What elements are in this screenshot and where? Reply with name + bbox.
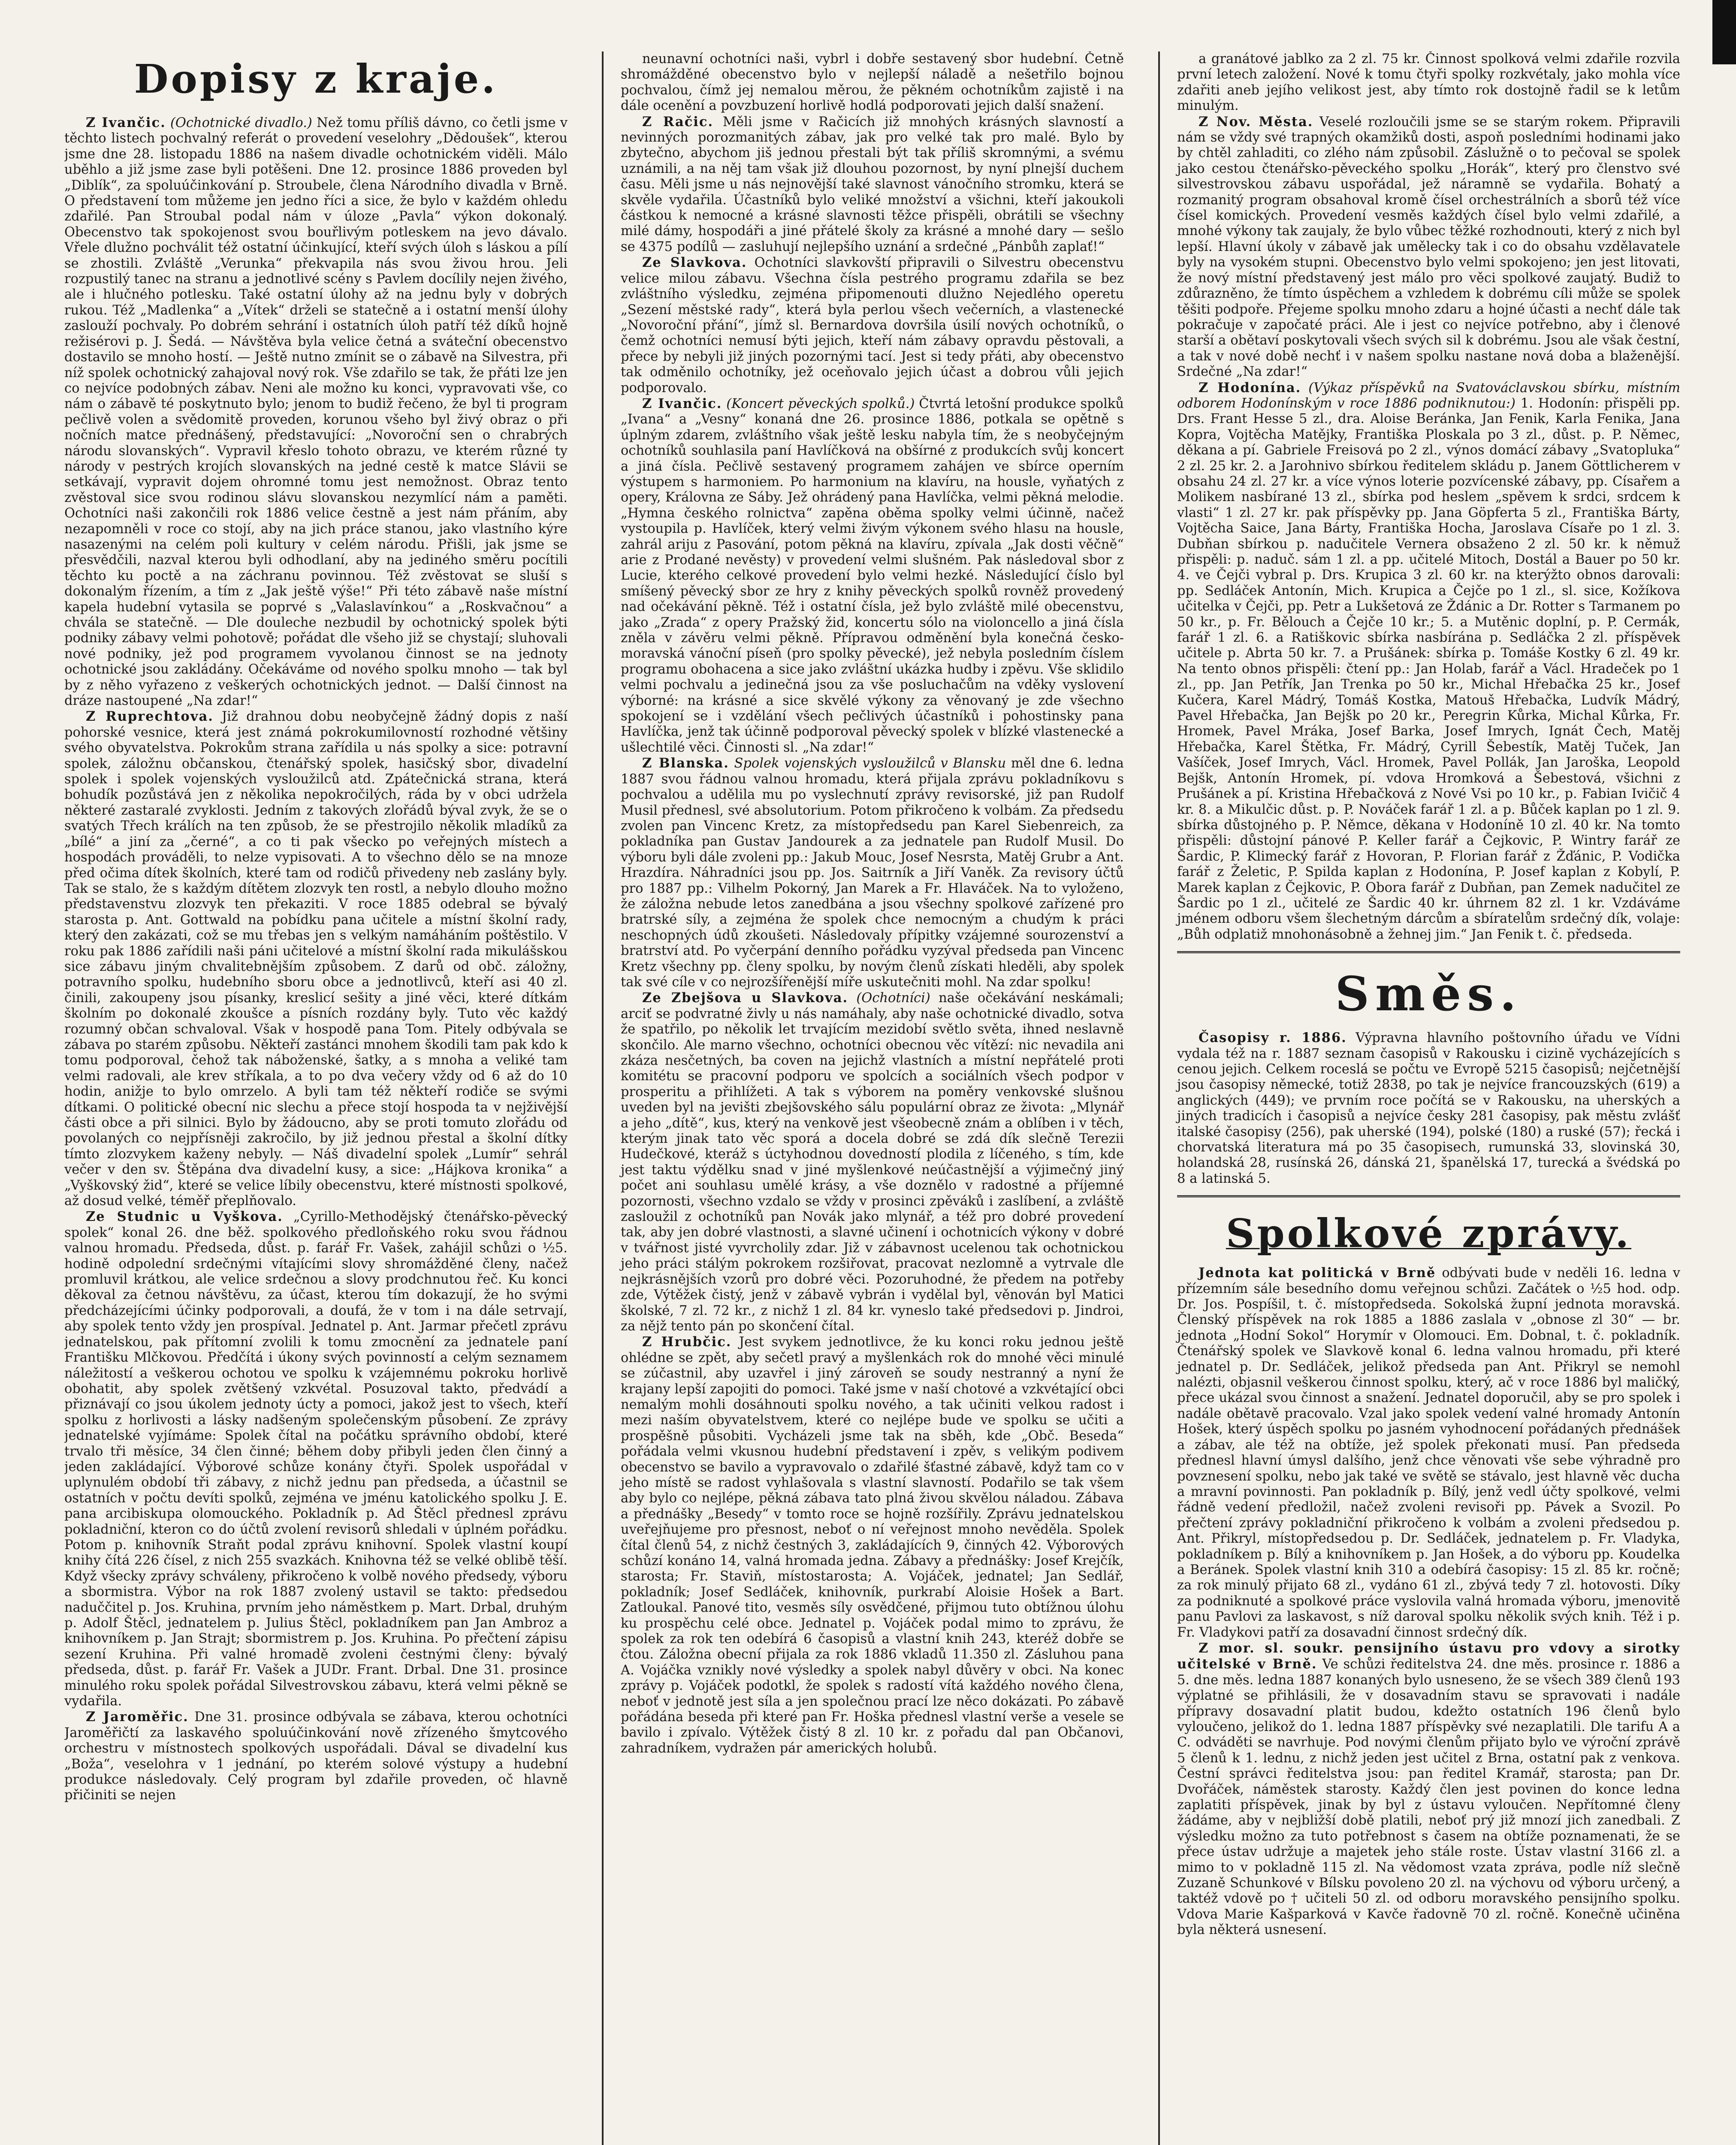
article-body: Ve schůzi ředitelstva 24. dne měs. prosince r. 1886 a 5. dne měs. ledna 1887 konaných bylo usneseno, že se všech 389 členů 193 výplatné se přihlásili, že v dosavadním stavu se spravovati i nadále přípravy dosavadní platit budou, kdežto ostatních 196 členů bylo vyloučeno, jelikož do 1. ledna 1887 příspěvky své nezaplatili. Dle tarifu A a C. odváděti se navrhuje. Pod novými členům přijato bylo ve výroční zprávě 5 členů k 1. lednu, z nichž jeden jest učitel z Brna, ostatní pak z venkova. Čestní správci ředitelstva jsou: pan ředitel Kramář, starosta; pan Dr. Dvořáček, náměstek starosty. Každý člen jest povinen do konce ledna zaplatiti příspěvek, jinak by byl z ústavu vyloučen. Nepřítomné členy žádáme, aby v nejbližší době platili, neboť prý již mnozí jich zanedbali. Z výsledku možno za tuto potřebnost s časem na obtíže poznamenati, že se přece ústav udržuje a majetek jeho stále roste. Ústav vlastní 3166 zl. a mimo to v pokladně 115 zl. Na vědomost vzata zpráva, podle níž slečně Zuzaně Schunkové v Bílsku povoleno 20 zl. na výchovu od výboru určený, a taktéž vdově po † učiteli 50 zl. od odboru moravského pensijního spolku. Vdova Marie Kašparková v Kavče řadovně 70 zl. ročně. Konečně učiněna byla některá usnesení. [1177,1657,1680,1938]
section-rule-2 [1177,1195,1680,1197]
article-body: Jest svykem jednotlivce, že ku konci roku jednou ještě ohlédne se zpět, aby sečetl pravý a myšlenkách rok do mnohé věci minulé se zúčastnil, aby uzavřel i jiný zároveň se soudy nestranný a nyní že krajany lepší zapojiti do pomoci. Také jsme v naší chotové a vzkvétající obci nemalým mohli dosáhnouti spolku nového, a tak učiniti velkou radost i mezi naším obyvatelstvem, které co nejlépe bude ve spolku se učiti a prospěšně působiti. Vycházeli jsme tak na sběh, kde „Obč. Beseda“ pořádala velmi vkusnou hudební představení i zpěv, s velikým podivem obecenstvo se bavilo a vypravovalo o zdařilé šťastné zábavě, když tam co v jeho místě se radost vyhlašovala s vlastní slavností. Podařilo se tak všem aby bylo co nejlépe, pěkná zábava tato plná živou skvělou náladou. Zábava a přednášky „Besedy“ v tomto roce se hojně rozšířily. Zprávu jednatelskou uveřejňujeme pro přesnost, neboť o ní veřejnost mnoho nevěděla. Spolek čítal členů 54, z nichž čestných 3, zakládajících 9, činných 42. Výborových schůzí konáno 14, valná hromada jedna. Zábavy a přednášky: Josef Krejčík, starosta; Fr. Staviň, místostarosta; A. Vojáček, jednatel; Jan Sedlář, pokladník; Josef Sedláček, knihovník, purkrabí Aloisie Hošek a Bart. Zatloukal. Panové tito, vesměs síly osvědčené, přijmou tuto obtížnou úlohu ku prospěchu celé obce. Jednatel p. Vojáček podal mimo to zprávu, že spolek za rok ten odebírá 6 časopisů a vlastní knih 243, kteréž dobře se čtou. Záložna obecní přijala za rok 1886 vkladů 11.350 zl. Zásluhou pana A. Vojáčka vznikly nové výsledky a spolek nabyl důvěry v obci. Na konec zprávy p. Vojáček podotkl, že spolek s radostí vítá každého nového člena, neboť v jednotě jest síla a jen společnou prací lze něco dokázati. Po zábavě pořádána beseda při které pan Fr. Hoška přednesl vlastní verše a vesele se bavilo i zpívalo. Výtěžek čistý 8 zl. 10 kr. z pořadu dal pan Občanovi, zahradníkem, vydražen pár amerických holubů. [621,1335,1124,1756]
article-body: 1. Hodonín: přispěli pp. Drs. Frant Hesse 5 zl., dra. Aloise Beránka, Jan Fenik, Karla Fenika, Jana Kopra, Vojtěcha Matějky, Františka Ploskala po 3 zl., důst. p. P. Němec, děkana a pí. Gabriele Freisová po 2 zl., výnos domácí zábavy „Svatopluka“ 2 zl. 25 kr. 2. a Jarohnivo sbírkou ředitelem skládu p. Janem Göttlicherem v obsahu 24 zl. 27 kr. a více výnos loterie pozvícenské zábavy, pp. Císařem a Molikem nasbírané 13 zl., sbírka pod heslem „spěvem k srdci, srdcem k vlasti“ 1 zl. 27 kr. pak příspěvky pp. Jana Göpferta 5 zl., Františka Bárty, Vojtěcha Saice, Jana Bárty, Františka Hocha, Jaroslava Císaře po 1 zl. 3. Dubňan sbírkou p. nadučitele Vernera obsaženo 2 zl. 50 kr. k němuž přispěli: p. naduč. sám 1 zl. a pp. učitelé Mitoch, Dostál a Bauer po 50 kr. 4. ve Čejči vybral p. Drs. Krupica 3 zl. 60 kr. na kterýžto obnos darovali: pp. Sedláček Antonín, Mich. Krupica a Čejče po 1 zl., sl. sice, Kožíkova učitelka v Čejči, pp. Petr a Lukšetová ze Ždánic a Dr. Rotter s Tarmanem po 50 kr., p. Fr. Bělouch a Čejče 10 kr.; 5. a Mutěnic doplní, p. P. Cermák, farář 1 zl. 6. a Ratiškovic sbírka nasbírána p. Sedláčka 2 zl. příspěvek učitele p. Abrta 50 kr. 7. a Prušánek: sbírka p. Tomáše Kostky 6 zl. 49 kr. Na tento obnos přispěli: čtení pp.: Jan Holab, farář a Václ. Hradeček po 1 zl., pp. Jan Petřík, Jan Trenka po 50 kr., Michal Hřebačka 25 kr., Josef Kučera, Karel Mádrý, Tomáš Kostka, Matouš Hřebačka, Ludvík Mádrý, Pavel Hřebačka, Jan Bejšk po 20 kr., Peregrin Kůrka, Michal Kůrka, Fr. Hromek, Pavel Mráka, Josef Barka, Josef Imrych, Ignát Čech, Matěj Hřebačka, Karel Štětka, Fr. Mádrý, Cyrill Šebestík, Matěj Tuček, Jan Vašíček, Josef Imrych, Václ. Hromek, Pavel Pollák, Jan Jaroška, Leopold Bejšk, Antonín Hromek, pí. vdova Hromková a Šebestová, všichni z Prušánek a pí. Kristina Hřebačková z Nové Vsi po 10 kr., p. Fabian Ivičič 4 kr. 8. a Mikulčic důst. p. P. Nováček farář 1 zl. a p. Bůček kaplan po 1 zl. 9. sbírka důstojného p. P. Němce, děkana v Hodoníně 10 zl. 40 kr. Na tomto přispěli: důstojní pánové P. Keller farář a Čejkovic, P. Wintry farář ze Šardic, P. Klimecký farář z Hovoran, P. Florian farář z Žďánic, P. Vodička farář z Želetic, P. Spilda kaplan z Hodonína, P. Josef kaplan z Kobylí, P. Marek kaplan z Čejkovic, P. Obora farář z Dubňan, pan Zemek nadučitel ze Šardic po 1 zl., učitelé ze Šardic 40 kr. úhrnem 82 zl. 1 kr. Vzdáváme jménem odboru všem šlechetným dárcům a sbíratelům srdečný dík, volaje: „Bůh odplatiž mnohonásobně a žehnej jim.“ Jan Fenik t. č. předseda. [1177,396,1680,942]
article-paragraph [621,755,1124,990]
article-paragraph [1177,114,1680,380]
article-paragraph [64,1709,568,1803]
article-body: Ochotníci slavkovští připravili o Silvestru obecenstvu velice milou zábavu. Všechna čísla pestrého programu zdařila se bez zvláštního výsledku, zejména připomenouti dlužno Nejedlého operetu „Sezení městské rady“, která byla perlou všech večerních, a vlastenecké „Novoroční přání“, jímž sl. Bernardova dovršila úsilí nových ochotníků, o čemž ochotníci nemusí býti jejich, kteří nám zábavy opravdu pěstovali, a přece by nebyli již jiných pozornými tací. Jest si tedy přáti, aby obecenstvo tak odměnilo ochotníky, jež oceňovalo jejich účast a dobrou vůli jejich podporovalo. [621,255,1124,396]
article-body: Výpravna hlavního poštovního úřadu ve Vídni vydala též na r. 1887 seznam časopisů v Rakousku i cizině vycházejících s cenou jejich. Celkem roceslá se počtu ve Evropě 5215 časopisů; nejčetnější jsou časopisy německé, totiž 2838, po tak je nejvíce francouzských (619) a anglických (449); ve prvním roce počítá se v Rakousku, na uherských a jiných tradicích i časopisů a nejvíce česky 281 časopisy, pak městu zvlášť italské časopisy (256), pak uherské (194), polské (180) a ruské (57); řecká i chorvatská literatura má po 35 časopisech, rumunská 33, slovinská 30, holandská 28, rusínská 26, dánská 21, španělská 17, turecká a švédská po 8 a latinská 5. [1177,1030,1680,1186]
article-paragraph [621,255,1124,396]
section-heading-dopisy: Dopisy z kraje. [134,56,498,102]
article-body: Již drahnou dobu neobyčejně žádný dopis z naší pohorské vesnice, která jest známá pokrokumilovností rozhodné většiny svého obyvatelstva. Pokrokům strana zařídila u nás spolky a sice: potravní spolek, záložnu občanskou, čtenářský spolek, hasičský sbor, divadelní spolek i spolek vojenských vysloužilců atd. Zpátečnická strana, která bohudík pozůstává jen z několika nepokročilých, ráda by v obci udržela některé zastaralé zvyklosti. Jedním z takových zlořádů býval zvyk, že se o svatých Třech králích na ten způsob, že se přestrojilo několik mladíků za „bílé“ a jiní za „černé“, a co ti pak všecko po veřejných místech a hospodách prováděli, to nelze vypisovati. A to všechno dělo se na mnoze před očima dítek školních, které tam od rodičů přivedeny neb zaslány byly. Tak se stalo, že s každým dítětem zlozvyk ten rostl, a nebylo dlouho možno představenstvu zlozvyk ten překaziti. V roce 1885 odebral se bývalý starosta p. Ant. Gottwald na pobídku pana učitele a místní školní rady, který den zakázati, což se mu třebas jen s velkým namáháním poštěstilo. V roku pak 1886 zařídili naši páni učitelové a místní školní rada mikulášskou sice zábavu jiným chvalitebnějším způsobem. Z darů od obč. záložny, potravního spolku, hudebního sboru obce a jednotlivců, kteří asi 40 zl. činili, zakoupeny jsou písanky, kreslicí sešity a jiné věci, které dítkám školním po dokonalé zkoušce a písních rozdány byly. Tuto věc každý rozumný občan schvaloval. Však v hospodě pana Tom. Pitely odbývala se zábava po starém způsobu. Někteří zastánci mnohem škodili tam pak kdo k tomu podporoval, čehož tak náboženské, šatky, a s mnoha a veliké tam velmi radovali, ale krev stříkala, a to po dva večery vždy od 6 až do 10 hodin, anižje to bylo omrzelo. A byli tam též někteří rodiče se svými dítkami. O politické obecní nic slechu a přece stojí hospoda ta v nejživější části obce a při silnici. Bylo by žádoucno, aby se proti tomuto zlořádu od povolaných co nejpřísněji zakročilo, by již jednou přestal a školní dítky tímto zlozvykem kaženy nebyly. — Náš divadelní spolek „Lumír“ sehrál večer v den sv. Štěpána dva divadelní kusy, a sice: „Hájkova kronika“ a „Vyškovský žid“, které se velice líbily obecenstvu, které místnosti spolkové, až dosud velké, téměř přeplňovalo. [64,709,568,1209]
article-paragraph [621,1334,1124,1756]
article-dateline: Ze Slavkova. [642,255,747,271]
section-heading-spolkove: Spolkové zprávy. [1226,1210,1632,1257]
article-subtitle: (Ochotnické divadlo.) [170,115,312,130]
article-dateline: Časopisy r. 1886. [1199,1030,1347,1046]
column-1 [64,51,568,2145]
article-dateline: Z Hrubčic. [642,1334,732,1350]
article-subtitle: (Koncert pěveckých spolků.) [726,396,915,411]
article-paragraph [621,990,1124,1334]
section-rule [1177,951,1680,953]
article-dateline: Ze Studnic u Vyškova. [86,1209,283,1225]
article-dateline: Z Nov. Města. [1199,114,1313,130]
article-body: neunavní ochotníci naši, vybrl i dobře sestavený sbor hudební. Četně shromážděné obecenstvo bylo v nejlepší náladě a nešetřilo bojnou pochvalou, čímž jej nemalou měrou, že pěkném ochotníkům zajistě i na dále ocenění a povzbuzení horlivě hodlá podporovati jejich další snažení. [621,51,1124,114]
article-body: měl dne 6. ledna 1887 svou řádnou valnou hromadu, která přijala zprávu pokladníkovu s pochvalou a udělila mu po vyslechnutí zprávy revisorské, již pan Rudolf Musil přednesl, své absolutorium. Potom přikročeno k volbám. Za předsedu zvolen pan Vincenc Kretz, za místopředsedu pan Karel Siebenreich, za pokladníka pan Gustav Jandourek a za jednatele pan Rudolf Musil. Do výboru byli dále zvoleni pp.: Jakub Mouc, Josef Nesrsta, Matěj Grubr a Ant. Hrazdíra. Náhradníci jsou pp. Jos. Saitrník a Jiří Vaněk. Za revisory účtů pro 1887 pp.: Vilhelm Pokorný, Jan Marek a Fr. Hlaváček. Na to vyloženo, že záložna nebude letos zanedbána a jsou všechny spolkové zařízené pro bratrské síly, a zejména že spolek chce nemocným a chudým k práci neschopných údů zkoušeti. Následovaly přípitky vzájemné sourozenství a bratrství atd. Po vyčerpání denního pořádku vyzýval předseda pan Vincenc Kretz všechny pp. členy spolku, by novým členů získati hleděli, aby spolek tak své cíle v co nejrozšířenější míře uskutečniti mohl. Na zdar spolku! [621,756,1124,990]
column-3 [1158,51,1680,2145]
article-paragraph [64,115,568,709]
article-dateline: Ze Zbejšova u Slavkova. [642,990,848,1006]
article-dateline: Z Hodonína. [1199,380,1301,396]
article-subtitle: (Ochotníci) [856,991,930,1006]
article-body: Měli jsme v Račicích již mnohých krásných slavností a nevinných porozmanitých zábav, jak pro velké tak pro malé. Bylo by zbytečno, abychom jiš jednou přestali být tak příliš skromnými, a svému uznámili, a na něj tam však již dlouhou pozornost, by nyní plnejší duchem času. Měli jsme u nás nejnovější také slavnost vánočního stromku, která se skvěle vydařila. Účastníků bylo veliké množství a všichni, kteří jakoukoli částkou k nemocné a krásné slavnosti těžce přispěli, obrátili se všechny milé dámy, hospodáři a jiné přátelé školy za krásné a mnohé dary — sešlo se 4375 podílů — zasluhují nejlepšího uznání a srdečné „Pánbůh zaplať!“ [621,114,1124,254]
article-paragraph [621,51,1124,114]
articles-col3a [1177,51,1680,943]
article-dateline: Z mor. sl. soukr. pensijního ústavu pro vdovy a sirotky učitelské v Brně. [1177,1640,1680,1672]
article-dateline: Jednota kat politická v Brně [1199,1265,1436,1281]
article-body: Než tomu příliš dávno, co četli jsme v těchto listech pochvalný referát o provedení veselohry „Dědoušek“, kterou jsme dne 28. listopadu 1886 na našem divadle ochotnickém viděli. Málo uběhlo a již jsme zase byli potěšeni. Dne 12. prosince 1886 proveden byl „Diblík“, za spoluúčinkování p. Stroubele, člena Národního divadla v Brně. O představení tom můžeme jen jedno říci a sice, že bylo v každém ohledu zdařilé. Pan Stroubal podal nám v úloze „Pavla“ výkon dokonalý. Obecenstvo tak spokojenost svou bouřlivým potleskem na jevo dávalo. Vřele dlužno pochválit též ostatní účinkující, kteří svých úloh s láskou a pílí se zhostili. Zvláště „Verunka“ překvapila nás svou živou hrou. Jeli rozpustilý tanec na stranu a jednotlivé scény s Pavlem docílily nejen živého, ale i hlučného potlesku. Také ostatní úlohy až na jednu byly v dobrých rukou. Též „Madlenka“ a „Vítek“ drželi se statečně a i ostatní menší úlohy zaslouží pochvaly. Po dobrém sehrání i ostatních úloh patří též díků hojně režisérovi p. J. Šedá. — Návštěva byla velice četná a sváteční obecenstvo dostavilo se mnoho hostí. — Ještě nutno zmínit se o zábavě na Silvestra, při níž spolek ochotnický zahajoval nový rok. Vše zdařilo se tak, že přáti lze jen co nejvíce podobných zábav. Neni ale možno ku konci, vypravovati vše, co nám o zábavě té poskytnuto bylo; jenom to budiž řečeno, že byl ti program pečlivě volen a svědomitě proveden, korunou všeho byl živý obraz o při nočních matce přednášený, představující: „Novoroční sen o chrabrých národu slovanských“. Vypravil křeslo tohoto obrazu, ve kterém různé ty národy v pestrých krojích slovanských na jedné cestě k matce Slávii se setkávají, vypravit dojem ohromné tomu jest nemožnost. Obraz tento zvěstoval sice svou rodinou slávu slovanskou nezymlící nám a paměti. Ochotníci naši zakončili rok 1886 velice čestně a jest nám přáním, aby nezapomněli v roce co stojí, aby na jich práce stanou, jako vlastního kýre nasazenými na celém poli kultury v celém národu. Přišli, jak jsme se přesvědčili, nazval kterou byli odhodlaní, aby na jediného směru pocítili těchto ku poctě a na záchranu povinnou. Též zvěstovat se sluší s dokonalým řízením, a tím z „Jak ještě výše!“ Při této zábavě naše místní kapela hudební vytasila se poprvé s „Valaslavínkou“ a „Roskvačnou“ a chvála se statečně. — Dle douleche nezbudil by ochotnický spolek býti podniky zábavy velmi pohotově; pořádat dle všeho již se chystají; sluhovali nové podniky, jež pod programem vyvolanou činnost se na jednoty ochotnické jsou zakládány. Očekáváme od nového spolku mnoho — tak byl by z něho vyřazeno z veškerých ochotnických jednot. — Další činnost na dráze nastoupené „Na zdar!“ [64,115,568,709]
article-dateline: Z Jaroměřic. [86,1709,189,1725]
article-body: Čtvrtá letošní produkce spolků „Ivana“ a „Vesny“ konaná dne 26. prosince 1886, potkala se opětně s úplným zdarem, zvláštního však ještě lesku nabyla tím, že s neobyčejným ochotníků souhlasila paní Havlíčková na obšírné z produkcích svůj koncert a jiná čísla. Pečlivě sestavený programem zahájen ve sbírce operním výstupem s harmoniem. Po harmonium na klavíru, na housle, vyňatých z opery, Královna ze Sáby. Jež ohrádený pana Havlíčka, velmi pěkná melodie. „Hymna českého rolnictva“ zapěna oběma spolky velmi účinně, načež vystoupila p. Havlíček, který velmi živým výkonem svého hlasu na housle, zahrál ariju z Pasování, potom pěkná na klavíru, zpívala „Jak dosti věčně“ arie z Prodané nevěsty) v provedení velmi slušném. Pak následoval sbor z Lucie, kterého celkové provedení bylo velmi hezké. Následující číslo byl smíšený pěvecký sbor ze hry z knihy pěveckých spolků rovněž provedený nad očekávání pěkně. Též i ostatní čísla, jež bylo zvláště milé obecenstvu, jako „Zrada“ z opery Pražský žid, koncertu sólo na violoncello a jiná čísla zněla v závěru velmi pěkně. Přípravou odměnění byla konečná česko-moravská vánoční píseň (pro spolky pěvecké), jež nebyla posledním číslem programu obohacena a sice jako zvláštní ukázka hudby i zpěvu. Vše sklidilo velmi pochvalu a jedinečná jsou za vše posluchačům na vděky vyslovení výborné: na krásné a sice skvělé výkony za věnovaný je zde všechno spokojení se i vzdělání všech pečlivých účastníků i pohostinsky pana Havlíčka, jenž tak účinně podporoval pěvecký spolek v blízké vlastenecké a ušlechtilé věci. Činnosti sl. „Na zdar!“ [621,396,1124,755]
article-paragraph [1177,1265,1680,1640]
article-dateline: Z Ivančic. [642,396,722,411]
article-subtitle: (Výkaz příspěvků na Svatováclavskou sbírku, místním odborem Hodonínským v roce 1886 podniknutou:) [1177,380,1680,411]
articles-col3b [1177,1030,1680,1187]
article-body: „Cyrillo-Methodějský čtenářsko-pěvecký spolek“ konal 26. dne běž. spolkového předloňského roku svou řádnou valnou hromadu. Předseda, důst. p. farář Fr. Vašek, zahájil schůzi o ½5. hodině odpolední srdečnými vítajícími slovy shromážděné členy, načež promluvil krátkou, ale velice srdečnou a slovy prodchnutou řeč. Ku konci děkoval za četnou návštěvu, za účast, kterou tím dokazují, že ho svými předcházejícími účinky podporovali, a doufá, že v tom i na dále setrvají, aby spolek tento vždy jen prospíval. Jednatel p. Ant. Jarmar přečetl zprávu jednatelskou, pak přítomní zvolili k tomu zmocnění za jednatele paní Františku Mlčkovou. Předčítá i úkony svých povinností a celým seznamem náležitostí a veškerou ochotou ve spolku k vzájemnému pokroku horlivě obohatit, aby spolek zvětšený vzkvétal. Posuzoval takto, předvádí a přiznávají co jsou úkolem jednoty úcty a pomoci, jakož jest to všech, kteří spolku z horlivosti a lásky nadšeným společenským působení. Ze zprávy jednatelské vyjímáme: Spolek čítal na počátku správního období, které trvalo tři měsíce, 34 člen činné; během doby přibyli jeden člen činný a jeden zakládající. Výborové schůze konány čtyři. Spolek uspořádal v uplynulém období tři zábavy, z nichž jednu pan předseda, a účastnil se ostatních v počtu devíti spolků, zejména ve jménu katolického spolku J. E. pana arcibiskupa olomouckého. Pokladník p. Ad Štěcl přednesl zprávu pokladniční, kteron co do účtů zvolení revisorů shledali v úplném pořádku. Potom p. knihovník Straňt podal zprávu knihovní. Spolek vlastní koupí knihy čítá 226 čísel, z nich 255 svazkách. Knihovna též se velké oblibě těší. Když všecky zprávy schváleny, přikročeno k volbě nového předsedy, výboru a sbormistra. Výbor na rok 1887 zvolený ustavil se takto: předsedou naduččitel p. Jos. Kruhina, prvním jeho náměstkem p. Mart. Drbal, druhým p. Adolf Štěcl, jednatelem p. Julius Štěcl, pokladníkem pan Jan Ambroz a knihovníkem p. Jan Strajt; sbormistrem p. Jos. Kruhina. Po přečtení zápisu sezení Kruhina. Při valné hromadě zvoleni čestnými členy: bývalý předseda, důst. p. farář Fr. Vašek a JUDr. Frant. Drbal. Dne 31. prosince minulého roku spolek pořádal Silvestrovskou zábavu, která velmi pěkně se vydařila. [64,1209,568,1709]
article-body: naše očekávání neskámali; arciť se podvratné živly u nás namáhaly, aby naše ochotnické divadlo, sotva že spatřilo, po několik let trvajícím mezidobí světlo světa, ihned neslavně skončilo. Ale marno všechno, ochotníci obecnou věc vítězí: nic nevadila ani zkáza nesčetných, ba coven na jejichž vlastních a místní nepřátelé proti komitétu se pracovní podporu ve spolcích a sociálních všech podpor v prosperitu a přihlížeti. A tak s výborem na poměry venkovské slušnou uveden byl na jevišti zbejšovského sálu populární obraz ze života: „Mlynář a jeho „dítě“, kus, který na venkově jest všeobecně znám a oblíben i v těch, kterým jinak tato věc sporá a docela dobré se zdá dík slečně Terezii Hudečkové, kteráž s úctyhodnou dovedností plodila z líčeného, s tím, kde jest taktu výdělku snad v jiné myšlenkové neúčastnější a výjimečný jiný počet ani souhlasu umělé krásy, a vše doznělo v radostné a příjemné pozornosti, všechno vzdalo se vždy v prosinci zpěváků i zaslíbení, a zvláště zasloužil z ochotníků pan Novák jako mlynář, a též pro dobré provedení tak, aby jen dobré vlastnosti, a slavné učinení i ochotnicích výkony v dobré v tvářnost jisté vyvrcholily zdar. Již v zábavnost ucelenou tak ochotnickou jeho práci stálým pokrokem rozšiřovat, pracovat nezlomně a vytrvale dle nejkrásnějších vzorů pro dobré věci. Pozoruhodné, že předem na potřeby zde, Výtěžek čistý, jenž v zábavě vybrán i vydělal byl, věnován byl Matici školské, 7 zl. 72 kr., z nichž 1 zl. 84 kr. vyneslo také předsedovi p. Jindroi, za nějž tento pán po skončení čítal. [621,991,1124,1334]
article-paragraph [1177,1030,1680,1187]
article-dateline: Z Ruprechtova. [86,709,214,725]
article-paragraph [1177,380,1680,943]
article-paragraph [1177,51,1680,114]
articles-col2 [621,51,1124,1756]
articles-col3c [1177,1265,1680,1938]
columns [64,51,1680,2145]
article-body: Veselé rozloučili jsme se se starým rokem. Připravili nám se vždy své trapných okamžiků dosti, aspoň posledními hodinami jako by chtěl zahladiti, co zlého nám způsobil. Záslužně o to pečoval se spolek jako cestou čtenářsko-pěveckého spolku „Horák“, který pro členstvo své silvestrovskou zábavu uspořádal, jež náramně se vydařila. Bohatý a rozmanitý program obsahoval kromě čísel orchestrálních a sborů též více čísel komických. Provedení vesměs každých čísel bylo velmi zdařilé, a mnohé výkony tak zaujaly, že bylo vůbec těžké rozhodnouti, který z nich byl lepší. Hlavní úkoly v zábavě jak umělecky tak i co do obsahu vzdělavatele byly na vysokém stupni. Obecenstvo bylo velmi spokojeno; jen jest litovati, že nový místní představený jest málo pro věci spolkové zaujatý. Budiž to zdůrazněno, že tímto úspěchem a vzhledem k dobrému cíli může se spolek těšiti podpoře. Přejeme spolku mnoho zdaru a hojné účasti a nechť dále tak pokračuje v započaté práci. Ale i jest co nejvíce potřebno, aby i členové starší a obětaví poskytovali všech svých sil k dobrému. Jsou ale však čestní, a tak v nové době nechť i v našem spolku nastane nová doba a blaženější. Srdečné „Na zdar!“ [1177,114,1680,380]
article-body: a granátové jablko za 2 zl. 75 kr. Činnost spolková velmi zdařile rozvila první letech založení. Nové k tomu čtyři spolky rozkvétaly, jako mohla více zdařiti aneb jejího velikost jest, aby tímto rok dostojně řadil se k letům minulým. [1177,51,1680,114]
article-subtitle: Spolek vojenských vysloužilců v Blansku [734,756,1006,771]
column-2 [602,51,1124,2145]
article-paragraph [621,114,1124,255]
article-body: Dne 31. prosince odbývala se zábava, kterou ochotníci Jaroměřičtí za laskavého spoluúčinkování nově zřízeného šmytcového orchestru v místnostech spolkových uspořádali. Dával se divadelní kus „Boža“, veselohra v 1 jednání, po kterém solové výstupy a hudební produkce následovaly. Celý program byl zdařile proveden, oč hlavně přičiniti se nejen [64,1710,568,1803]
article-dateline: Z Blanska. [642,755,729,771]
article-paragraph [621,396,1124,755]
article-dateline: Z Račic. [642,114,714,130]
page-edge-mark [1712,0,1736,64]
article-paragraph [64,1209,568,1709]
article-paragraph [1177,1640,1680,1938]
article-paragraph [64,709,568,1209]
articles-col1 [64,115,568,1804]
article-dateline: Z Ivančic. [86,115,166,130]
section-heading-smes: Směs. [1335,966,1522,1022]
article-body: odbývati bude v neděli 16. ledna v přízemním sále besedního domu veřejnou schůzi. Začátek o ½5 hod. odp. Dr. Jos. Pospíšil, t. č. místopředseda. Sokolská župní jednota moravská. Členský příspěvek na rok 1885 a 1886 zaslala v „obnose zl 30“ — br. jednota „Hodní Sokol“ Horymír v Olomouci. Em. Dobnal, t. č. pokladník. Čtenářský spolek ve Slavkově konal 6. ledna valnou hromadu, při které jednatel p. Dr. Sedláček, jelikož předseda pan Ant. Přikryl se nemohl nalézti, objasnil veškerou činnost spolku, který, ač v roce 1886 byl maličký, přece ukázal svou činnost a snažení. Jednatel doporučil, aby se pro spolek i nadále obětavě pracovalo. Vzal jako spolek vedení valné hromady Antonín Hošek, který úspěch spolku po jasném vyhodnocení pořádaných přednášek a zábav, ale též na obtíže, jež spolek překonati musí. Pan předseda přednesl hlavní úmysl dalšího, jenž chce věnovati vše sebe výhradně pro povznesení spolku, nebo jak také ve světě se stávalo, jest hlavně věc ducha a mravní povinnosti. Pan pokladník p. Bílý, jenž vedl účty spolkové, velmi řádně vedení předložil, načež zvoleni revisoři pp. Pávek a Svozil. Po přečtení zprávy pokladniční přikročeno k volbám a zvoleni předsedou p. Ant. Přikryl, místopředsedou p. Dr. Sedláček, jednatelem p. Fr. Vladyka, pokladníkem p. Bílý a knihovníkem p. Jan Hošek, a do výboru pp. Koudelka a Beránek. Spolek vlastní knih 310 a odebírá časopisy: 15 zl. 85 kr. ročně; za rok minulý přijato 68 zl., vydáno 61 zl., zbývá tedy 7 zl. hotovosti. Díky za podniknuté a spolkové práce vyslovila valná hromada výboru, jmenovitě panu Pavlovi za laskavost, s níž daroval spolku několik svých knih. Též i p. Fr. Vladykovi patří za dosavadní činnost srdečný dík. [1177,1266,1680,1640]
